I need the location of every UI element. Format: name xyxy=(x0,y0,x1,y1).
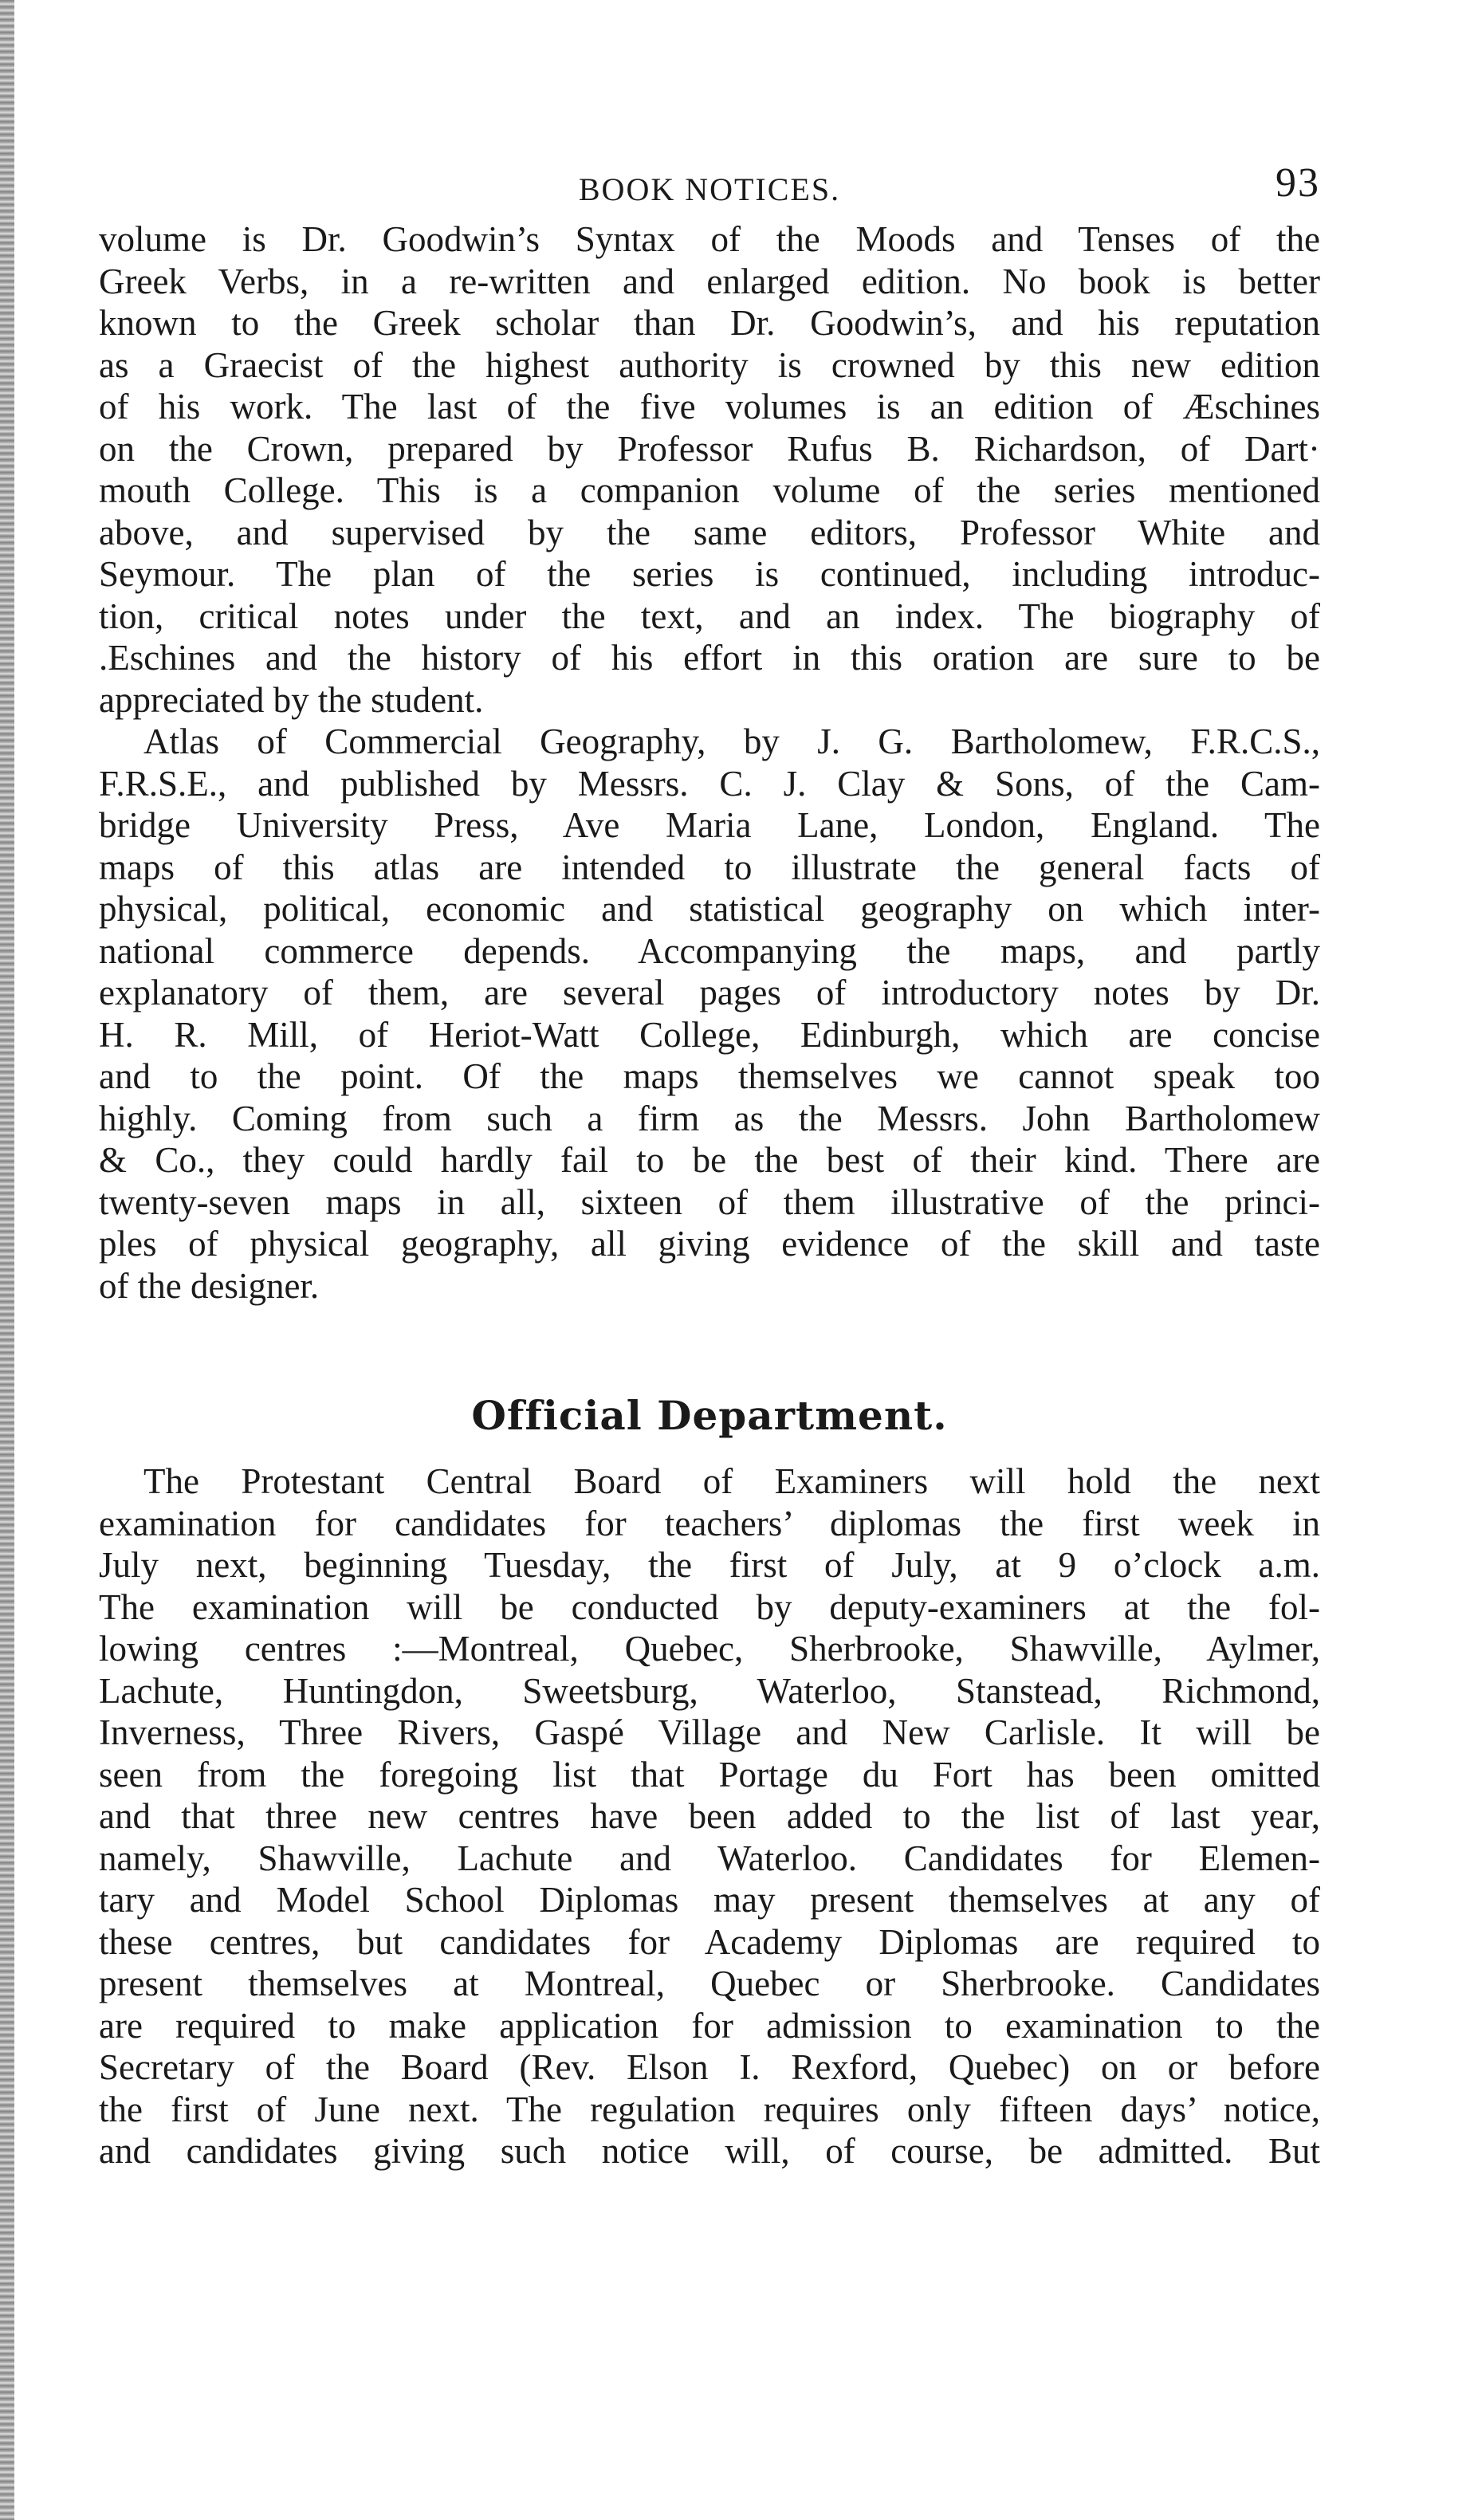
text-line: July next, beginning Tuesday, the first of July, at 9 o’clock a.m. xyxy=(99,1545,1320,1585)
text-line: physical, political, economic and statistical geography on which inter- xyxy=(99,889,1320,929)
text-line: and candidates giving such notice will, of course, be admitted. But xyxy=(99,2131,1320,2171)
text-line: Seymour. The plan of the series is continued, including introduc- xyxy=(99,554,1320,594)
text-line: F.R.S.E., and published by Messrs. C. J. Clay & Sons, of the Cam- xyxy=(99,763,1320,804)
text-line: and to the point. Of the maps themselves we cannot speak too xyxy=(99,1056,1320,1096)
paragraph-atlas-review xyxy=(99,721,1320,1307)
paragraph-syntax-review xyxy=(99,218,1320,721)
text-line: maps of this atlas are intended to illustrate the general facts of xyxy=(99,847,1320,887)
text-line: these centres, but candidates for Academy Diplomas are required to xyxy=(99,1921,1320,1962)
text-line: twenty-seven maps in all, sixteen of them illustrative of the princi- xyxy=(99,1181,1320,1222)
text-line: the first of June next. The regulation requires only fifteen days’ notice, xyxy=(99,2089,1320,2129)
text-line: examination for candidates for teachers’ diplomas the first week in xyxy=(99,1503,1320,1543)
text-line: lowing centres :—Montreal, Quebec, Sherbrooke, Shawville, Aylmer, xyxy=(99,1629,1320,1669)
text-line: present themselves at Montreal, Quebec or Sherbrooke. Candidates xyxy=(99,1964,1320,2003)
text-line: Secretary of the Board (Rev. Elson I. Rexford, Quebec) on or before xyxy=(99,2047,1320,2087)
page-number: 93 xyxy=(1276,160,1320,206)
text-line: ples of physical geography, all giving evidence of the skill and taste xyxy=(99,1224,1320,1264)
section-heading: Official Department. xyxy=(471,1392,948,1439)
text-line: of his work. The last of the five volumes is an edition of Æschines xyxy=(99,387,1320,427)
paragraph-examinations xyxy=(99,1460,1320,2172)
text-line: .Eschines and the history of his effort in this oration are sure to be xyxy=(99,638,1320,678)
text-line: Lachute, Huntingdon, Sweetsburg, Waterloo, Stanstead, Richmond, xyxy=(99,1670,1320,1711)
book-page xyxy=(99,159,1320,2172)
text-line: explanatory of them, are several pages of introductory notes by Dr. xyxy=(99,973,1320,1012)
text-line: tary and Model School Diplomas may present themselves at any of xyxy=(99,1880,1320,1920)
running-head-title: BOOK NOTICES. xyxy=(578,171,841,207)
page-binding-edge xyxy=(0,0,14,2520)
text-line: known to the Greek scholar than Dr. Goodwin’s, and his reputation xyxy=(99,303,1320,343)
text-line: The Protestant Central Board of Examiners will hold the next xyxy=(143,1461,1320,1501)
text-line: of the designer. xyxy=(99,1265,320,1306)
text-line: mouth College. This is a companion volume of the series mentioned xyxy=(99,470,1320,510)
text-line: volume is Dr. Goodwin’s Syntax of the Moods and Tenses of the xyxy=(99,219,1320,259)
text-line: appreciated by the student. xyxy=(99,679,484,720)
text-line: The examination will be conducted by deputy-examiners at the fol- xyxy=(99,1586,1320,1627)
text-line: tion, critical notes under the text, and an index. The biography of xyxy=(99,596,1320,636)
text-line: bridge University Press, Ave Maria Lane, London, England. The xyxy=(99,805,1320,845)
text-line: & Co., they could hardly fail to be the best of their kind. There are xyxy=(99,1140,1320,1180)
text-line: namely, Shawville, Lachute and Waterloo. Candidates for Elemen- xyxy=(99,1838,1320,1878)
text-line: Greek Verbs, in a re-written and enlarged edition. No book is better xyxy=(99,261,1320,301)
text-line: as a Graecist of the highest authority is crowned by this new edition xyxy=(99,344,1320,385)
text-line: national commerce depends. Accompanying the maps, and partly xyxy=(99,930,1320,971)
text-line: H. R. Mill, of Heriot-Watt College, Edinburgh, which are concise xyxy=(99,1014,1320,1055)
running-head xyxy=(99,159,1320,207)
text-line: above, and supervised by the same editors, Professor White and xyxy=(99,512,1320,552)
text-line: and that three new centres have been added to the list of last year, xyxy=(99,1796,1320,1836)
text-line: Atlas of Commercial Geography, by J. G. Bartholomew, F.R.C.S., xyxy=(143,721,1320,761)
text-line: on the Crown, prepared by Professor Rufus B. Richardson, of Dart· xyxy=(99,428,1320,469)
text-line: seen from the foregoing list that Portage du Fort has been omitted xyxy=(99,1754,1320,1795)
text-line: are required to make application for admission to examination to the xyxy=(99,2005,1320,2046)
text-line: highly. Coming from such a firm as the Messrs. John Bartholomew xyxy=(99,1098,1320,1138)
text-line: Inverness, Three Rivers, Gaspé Village and New Carlisle. It will be xyxy=(99,1712,1320,1752)
